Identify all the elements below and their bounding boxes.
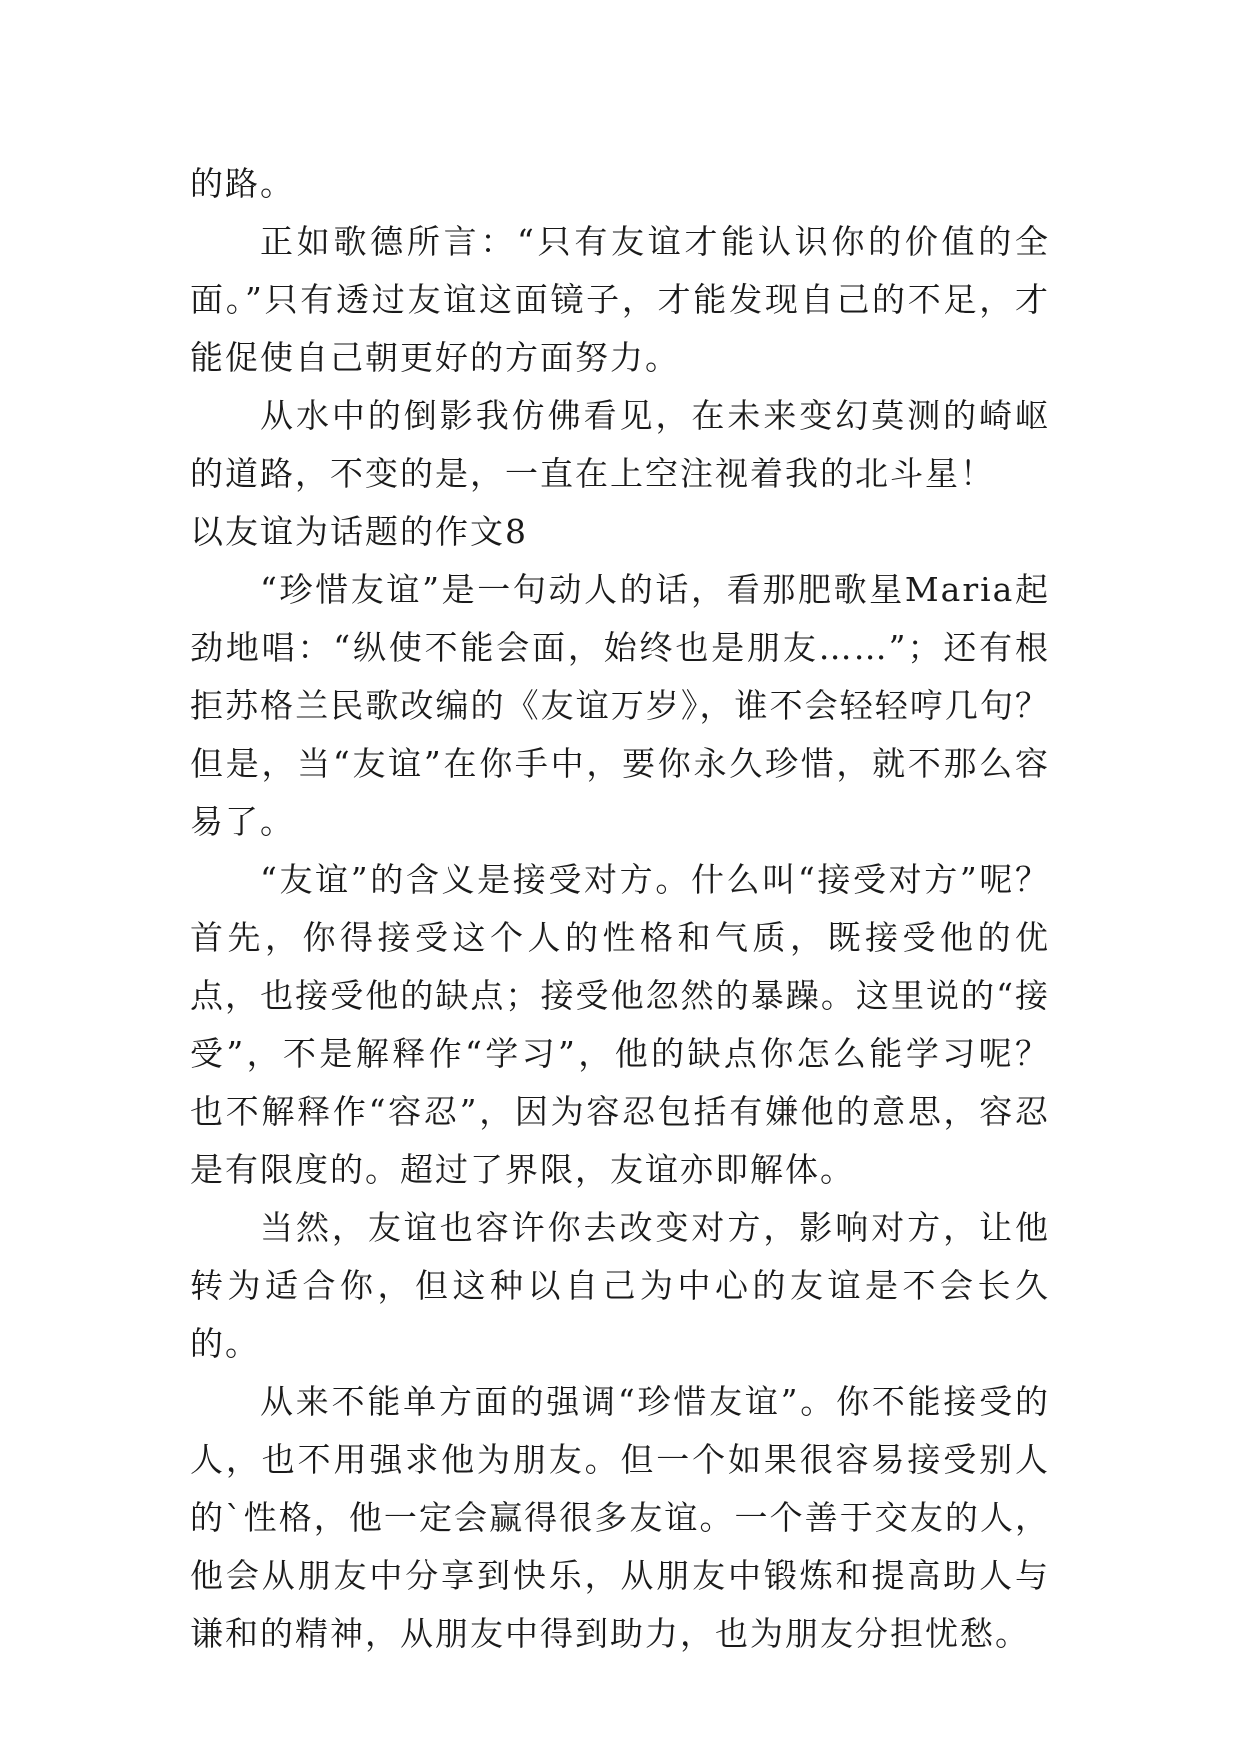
- paragraph: 从水中的倒影我仿佛看见，在未来变幻莫测的崎岖的道路，不变的是，一直在上空注视着我的北斗星！: [190, 396, 1050, 493]
- paragraph: 正如歌德所言：“只有友谊才能认识你的价值的全面。”只有透过友谊这面镜子，才能发现自己的不足，才能促使自己朝更好的方面努力。: [190, 222, 1050, 377]
- paragraph: 从来不能单方面的强调“珍惜友谊”。你不能接受的人，也不用强求他为朋友。但一个如果很容易接受别人的`性格，他一定会赢得很多友谊。一个善于交友的人，他会从朋友中分享到快乐，从朋友中锻炼和提高助人与谦和的精神，从朋友中得到助力，也为朋友分担忧愁。: [190, 1382, 1050, 1653]
- document-body: [190, 155, 1050, 1663]
- section-title: 以友谊为话题的作文8: [190, 512, 528, 551]
- paragraph: “珍惜友谊”是一句动人的话，看那肥歌星Maria起劲地唱：“纵使不能会面，始终也是朋友……”；还有根拒苏格兰民歌改编的《友谊万岁》，谁不会轻轻哼几句？但是，当“友谊”在你手中，要你永久珍惜，就不那么容易了。: [190, 570, 1050, 841]
- paragraph: 的路。: [190, 164, 295, 203]
- paragraph: “友谊”的含义是接受对方。什么叫“接受对方”呢？首先，你得接受这个人的性格和气质，既接受他的优点，也接受他的缺点；接受他忽然的暴躁。这里说的“接受”，不是解释作“学习”，他的缺点你怎么能学习呢？也不解释作“容忍”，因为容忍包括有嫌他的意思，容忍是有限度的。超过了界限，友谊亦即解体。: [190, 860, 1050, 1189]
- paragraph: 当然，友谊也容许你去改变对方，影响对方，让他转为适合你，但这种以自己为中心的友谊是不会长久的。: [190, 1208, 1050, 1363]
